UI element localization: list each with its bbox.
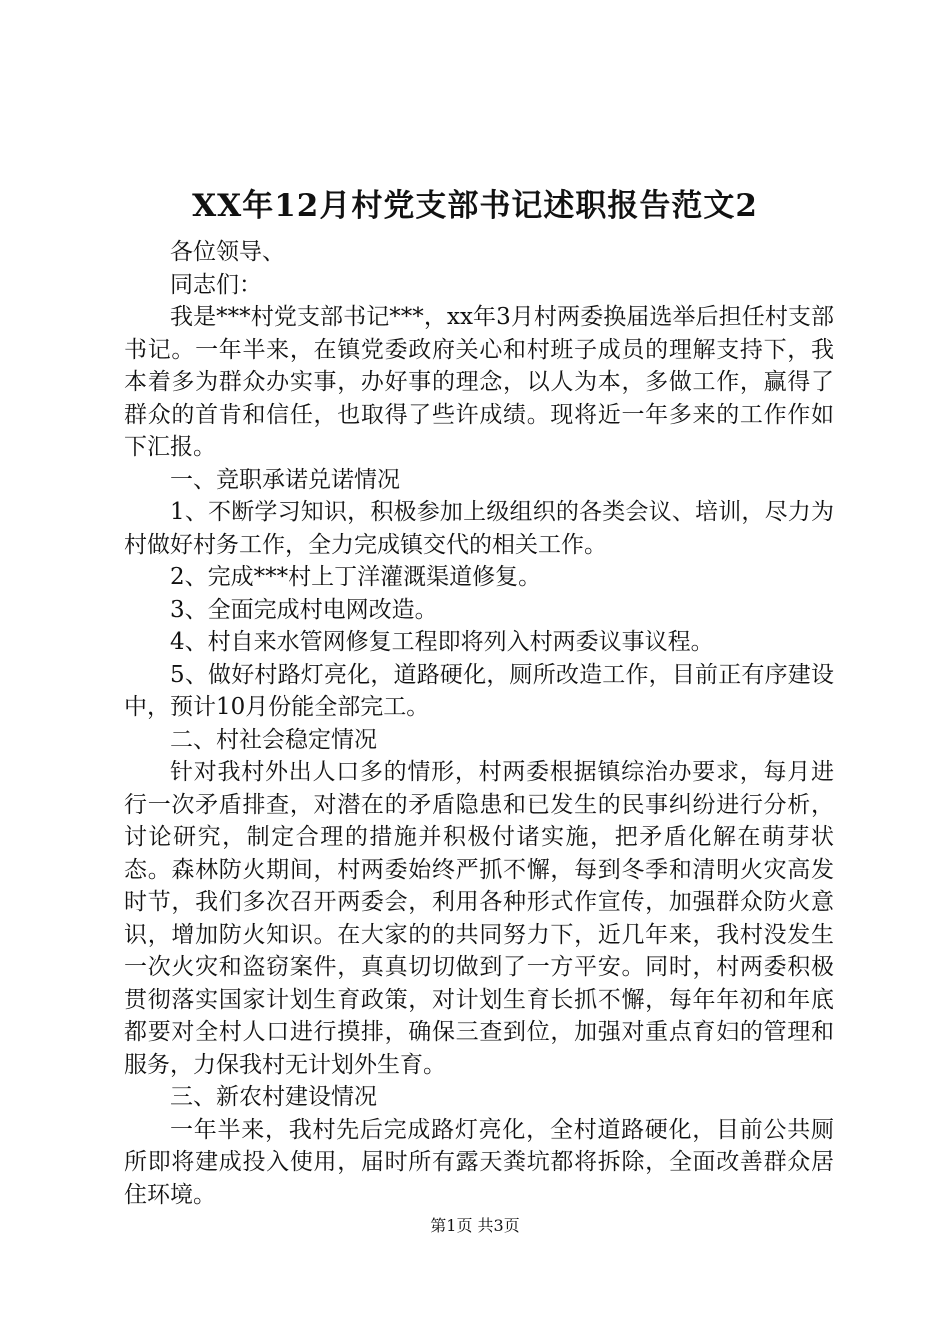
- document-body: [124, 236, 834, 1211]
- section-heading-3: 三、新农村建设情况: [170, 1084, 377, 1110]
- document-title: XX年12月村党支部书记述职报告范文2: [192, 188, 758, 224]
- list-item-5: 5、做好村路灯亮化，道路硬化，厕所改造工作，目前正有序建设中，预计10月份能全部完工。: [124, 661, 834, 720]
- salutation-leaders: 各位领导、: [170, 239, 285, 265]
- list-item-4: 4、村自来水管网修复工程即将列入村两委议事议程。: [170, 629, 714, 655]
- list-item-3: 3、全面完成村电网改造。: [170, 596, 438, 623]
- construction-paragraph: 一年半来，我村先后完成路灯亮化，全村道路硬化，目前公共厕所即将建成投入使用，届时所有露天粪坑都将拆除，全面改善群众居住环境。: [124, 1116, 834, 1208]
- section-heading-2: 二、村社会稳定情况: [170, 726, 377, 753]
- list-item-2: 2、完成***村上丁洋灌溉渠道修复。: [170, 564, 542, 590]
- list-item-1: 1、不断学习知识，积极参加上级组织的各类会议、培训，尽力为村做好村务工作，全力完成镇交代的相关工作。: [124, 499, 834, 558]
- section-heading-1: 一、竞职承诺兑诺情况: [170, 466, 400, 493]
- page-footer: 第1页 共3页: [430, 1216, 520, 1235]
- stability-paragraph: 针对我村外出人口多的情形，村两委根据镇综治办要求，每月进行一次矛盾排查，对潜在的矛盾隐患和已发生的民事纠纷进行分析，讨论研究，制定合理的措施并积极付诸实施，把矛盾化解在萌芽状态。森林防火期间，村两委始终严抓不懈，每到冬季和清明火灾高发时节，我们多次召开两委会，利用各种形式作宣传，加强群众防火意识，增加防火知识。在大家的的共同努力下，近几年来，我村没发生一次火灾和盗窃案件，真真切切做到了一方平安。同时，村两委积极贯彻落实国家计划生育政策，对计划生育长抓不懈，每年年初和年底都要对全村人口进行摸排，确保三查到位，加强对重点育妇的管理和服务，力保我村无计划外生育。: [124, 759, 834, 1078]
- intro-paragraph: 我是***村党支部书记***，xx年3月村两委换届选举后担任村支部书记。一年半来，在镇党委政府关心和村班子成员的理解支持下，我本着多为群众办实事，办好事的理念，以人为本，多做工作，赢得了群众的首肯和信任，也取得了些许成绩。现将近一年多来的工作作如下汇报。: [124, 304, 834, 460]
- salutation-comrades: 同志们：: [170, 271, 262, 298]
